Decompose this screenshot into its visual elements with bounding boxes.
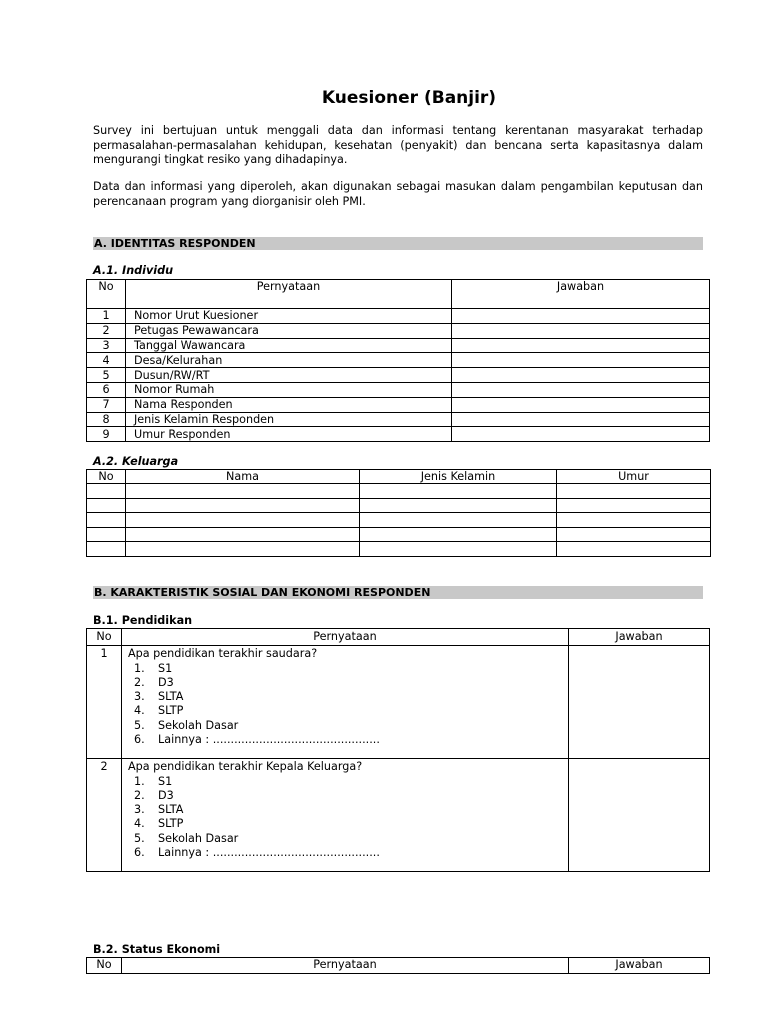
answer-cell[interactable] <box>126 498 360 513</box>
answer-cell[interactable] <box>360 498 557 513</box>
table-row <box>87 412 710 427</box>
answer-cell[interactable] <box>126 527 360 542</box>
subsection-b2-label: B.2. Status Ekonomi <box>93 943 221 956</box>
table-row <box>87 513 711 528</box>
option-number: 1. <box>134 774 145 788</box>
answer-cell[interactable] <box>569 759 710 872</box>
answer-cell[interactable] <box>87 513 126 528</box>
answer-option <box>134 690 568 704</box>
table-row <box>87 397 710 412</box>
answer-option <box>134 846 568 860</box>
option-label: Sekolah Dasar <box>158 831 239 845</box>
question-text: Apa pendidikan terakhir Kepala Keluarga? <box>128 760 363 773</box>
row-number: 3 <box>87 338 126 353</box>
row-statement: Nama Responden <box>126 397 452 412</box>
col-header-jawaban: Jawaban <box>569 629 710 646</box>
row-statement: Nomor Urut Kuesioner <box>126 309 452 324</box>
family-table <box>86 469 711 557</box>
answer-option <box>134 817 568 831</box>
col-header-jawaban: Jawaban <box>569 958 710 974</box>
answer-cell[interactable] <box>557 527 711 542</box>
answer-cell[interactable] <box>452 382 710 397</box>
answer-option <box>134 803 568 817</box>
option-label: D3 <box>158 788 174 802</box>
option-label: D3 <box>158 675 174 689</box>
subsection-b1-label: B.1. Pendidikan <box>93 614 193 627</box>
answer-option <box>134 832 568 846</box>
col-header-jenis-kelamin: Jenis Kelamin <box>360 470 557 484</box>
col-header-pernyataan: Pernyataan <box>122 629 569 646</box>
option-label: Lainnya : ............................................... <box>158 732 380 746</box>
option-label: S1 <box>158 774 173 788</box>
option-label: SLTP <box>158 704 184 718</box>
option-label: S1 <box>158 661 173 675</box>
table-row <box>87 427 710 442</box>
answer-cell[interactable] <box>452 309 710 324</box>
section-b-heading: B. KARAKTERISTIK SOSIAL DAN EKONOMI RESPONDEN <box>93 586 703 599</box>
row-statement: Desa/Kelurahan <box>126 353 452 368</box>
answer-option <box>134 733 568 747</box>
table-row <box>87 353 710 368</box>
question-number: 1 <box>87 646 122 759</box>
answer-cell[interactable] <box>452 368 710 383</box>
option-number: 3. <box>134 690 145 704</box>
subsection-a2-label: A.2. Keluarga <box>93 455 179 468</box>
answer-cell[interactable] <box>452 412 710 427</box>
col-header-no: No <box>87 958 122 974</box>
answer-option <box>134 775 568 789</box>
option-number: 5. <box>134 831 145 845</box>
row-statement: Dusun/RW/RT <box>126 368 452 383</box>
table-row <box>87 309 710 324</box>
row-number: 9 <box>87 427 126 442</box>
option-label: Sekolah Dasar <box>158 718 239 732</box>
row-statement: Tanggal Wawancara <box>126 338 452 353</box>
subsection-a1-label: A.1. Individu <box>93 264 174 277</box>
answer-cell[interactable] <box>360 484 557 499</box>
row-number: 1 <box>87 309 126 324</box>
document-title: Kuesioner (Banjir) <box>321 88 497 108</box>
answer-cell[interactable] <box>87 498 126 513</box>
col-header-nama: Nama <box>126 470 360 484</box>
answer-cell[interactable] <box>126 542 360 557</box>
table-row <box>87 498 711 513</box>
option-label: SLTA <box>158 690 184 704</box>
intro-paragraph-2: Data dan informasi yang diperoleh, akan digunakan sebagai masukan dalam pengambilan keputusan dan perencanaan program yang diorganisir oleh PMI. <box>93 180 703 208</box>
option-label: Lainnya : ............................................... <box>158 845 380 859</box>
col-header-jawaban: Jawaban <box>452 280 710 309</box>
option-number: 5. <box>134 718 145 732</box>
answer-cell[interactable] <box>557 498 711 513</box>
identity-table <box>86 279 710 442</box>
answer-cell[interactable] <box>557 542 711 557</box>
col-header-pernyataan: Pernyataan <box>126 280 452 309</box>
section-a-heading: A. IDENTITAS RESPONDEN <box>93 237 703 250</box>
answer-option <box>134 676 568 690</box>
question-cell <box>122 759 569 872</box>
economic-status-table <box>86 957 710 974</box>
row-number: 6 <box>87 382 126 397</box>
answer-cell[interactable] <box>452 397 710 412</box>
option-label: SLTA <box>158 803 184 817</box>
answer-cell[interactable] <box>557 513 711 528</box>
answer-option <box>134 789 568 803</box>
option-number: 1. <box>134 661 145 675</box>
col-header-pernyataan: Pernyataan <box>122 958 569 974</box>
question-number: 2 <box>87 759 122 872</box>
option-number: 4. <box>134 704 145 718</box>
table-row <box>87 484 711 499</box>
option-number: 6. <box>134 845 145 859</box>
option-number: 2. <box>134 675 145 689</box>
option-number: 6. <box>134 732 145 746</box>
row-statement: Jenis Kelamin Responden <box>126 412 452 427</box>
answer-cell[interactable] <box>360 542 557 557</box>
col-header-no: No <box>87 629 122 646</box>
question-row <box>87 646 710 759</box>
education-table <box>86 628 710 872</box>
answer-cell[interactable] <box>87 542 126 557</box>
row-number: 4 <box>87 353 126 368</box>
table-row <box>87 527 711 542</box>
row-number: 2 <box>87 323 126 338</box>
answer-cell[interactable] <box>360 527 557 542</box>
answer-cell[interactable] <box>452 353 710 368</box>
row-statement: Petugas Pewawancara <box>126 323 452 338</box>
answer-cell[interactable] <box>557 484 711 499</box>
option-list <box>128 775 568 861</box>
answer-option <box>134 662 568 676</box>
answer-option <box>134 719 568 733</box>
option-number: 2. <box>134 788 145 802</box>
col-header-umur: Umur <box>557 470 711 484</box>
option-number: 4. <box>134 817 145 831</box>
answer-option <box>134 704 568 718</box>
option-list <box>128 662 568 748</box>
table-row <box>87 323 710 338</box>
answer-cell[interactable] <box>126 513 360 528</box>
row-statement: Umur Responden <box>126 427 452 442</box>
question-text: Apa pendidikan terakhir saudara? <box>128 647 318 660</box>
answer-cell[interactable] <box>452 427 710 442</box>
answer-cell[interactable] <box>569 646 710 759</box>
question-row <box>87 759 710 872</box>
answer-cell[interactable] <box>87 484 126 499</box>
answer-cell[interactable] <box>452 338 710 353</box>
option-number: 3. <box>134 803 145 817</box>
table-row <box>87 338 710 353</box>
table-row <box>87 542 711 557</box>
answer-cell[interactable] <box>452 323 710 338</box>
table-row <box>87 382 710 397</box>
row-number: 7 <box>87 397 126 412</box>
option-label: SLTP <box>158 817 184 831</box>
row-number: 8 <box>87 412 126 427</box>
col-header-no: No <box>87 470 126 484</box>
answer-cell[interactable] <box>360 513 557 528</box>
answer-cell[interactable] <box>126 484 360 499</box>
answer-cell[interactable] <box>87 527 126 542</box>
table-row <box>87 368 710 383</box>
col-header-no: No <box>87 280 126 309</box>
row-statement: Nomor Rumah <box>126 382 452 397</box>
intro-paragraph-1: Survey ini bertujuan untuk menggali data dan informasi tentang kerentanan masyarakat terhadap permasalahan-permasalahan kehidupan, kesehatan (penyakit) dan bencana serta kapasitasnya dalam mengurangi tingkat resiko yang dihadapinya. <box>93 124 703 166</box>
row-number: 5 <box>87 368 126 383</box>
question-cell <box>122 646 569 759</box>
